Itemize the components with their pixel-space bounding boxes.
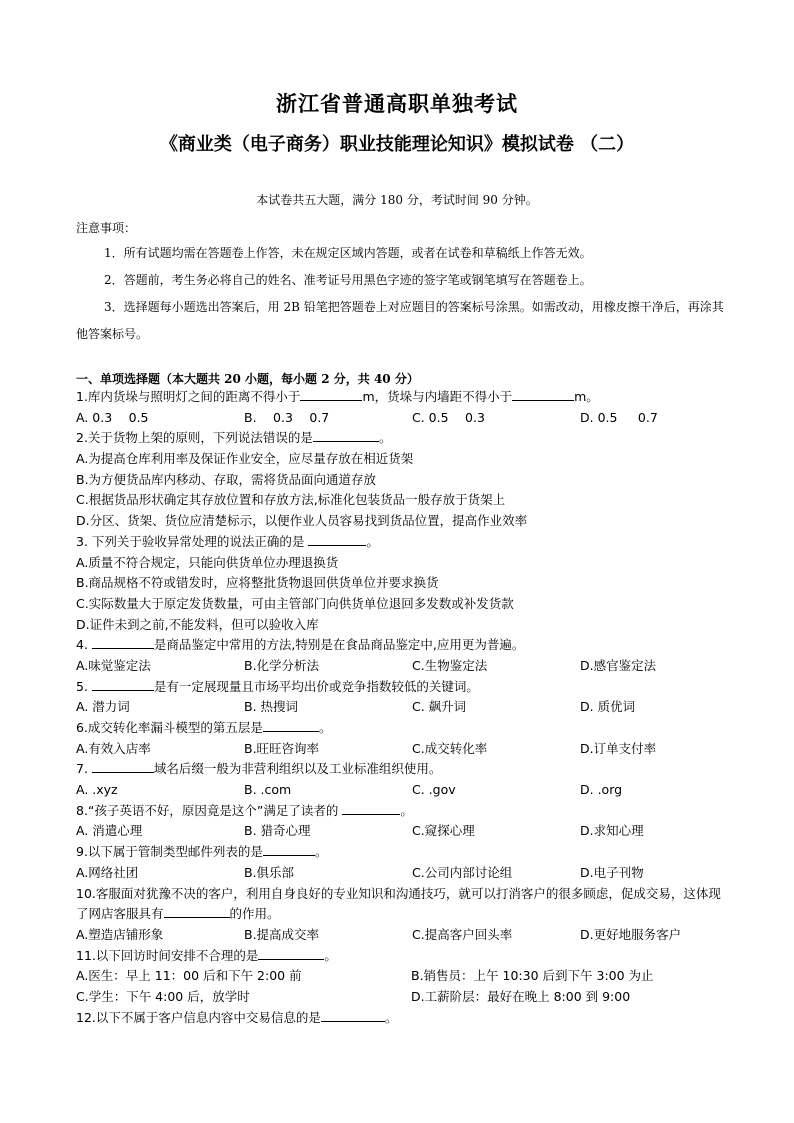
option: D.求知心理 bbox=[580, 823, 644, 839]
option: A. .xyz bbox=[76, 782, 118, 798]
question-stem bbox=[76, 387, 726, 408]
option: C.学生：下午 4:00 后，放学时 bbox=[76, 988, 250, 1004]
answer-blank bbox=[263, 842, 315, 856]
stem-text: 。 bbox=[324, 947, 337, 963]
option-row bbox=[76, 863, 726, 884]
notice-item: 1．所有试题均需在答题卷上作答，未在规定区域内答题，或者在试卷和草稿纸上作答无效。 bbox=[104, 246, 592, 260]
option: D.分区、货架、货位应清楚标示，以便作业人员容易找到货品位置，提高作业效率 bbox=[76, 513, 528, 529]
question-stem bbox=[76, 801, 726, 822]
stem-text: 域名后缀一般为非营利组织以及工业标准组织使用。 bbox=[153, 761, 442, 777]
question-stem bbox=[76, 759, 726, 780]
question-stem bbox=[76, 677, 726, 698]
option: C.根据货品形状确定其存放位置和存放方法,标准化包装货品一般存放于货架上 bbox=[76, 492, 506, 508]
option: D.证件未到之前,不能发料，但可以验收入库 bbox=[76, 616, 319, 632]
option: C.成交转化率 bbox=[412, 740, 488, 756]
answer-blank bbox=[263, 718, 319, 732]
option: A.网络社团 bbox=[76, 864, 139, 880]
stem-text: m。 bbox=[574, 389, 599, 404]
option: B. 猎奇心理 bbox=[244, 823, 311, 839]
stem-text: 12.以下不属于客户信息内容中交易信息的是 bbox=[76, 1009, 321, 1025]
question-stem bbox=[76, 884, 726, 925]
exam-title: 浙江省普通高职单独考试 bbox=[276, 92, 518, 116]
stem-text: 。 bbox=[384, 1009, 398, 1025]
stem-text: 5. bbox=[76, 678, 92, 694]
notice-item: 3．选择题每小题选出答案后，用 2B 铅笔把答题卷上对应题目的答案标号涂黑。如需改动，用橡皮擦干净后，再涂其他答案标号。 bbox=[76, 300, 724, 341]
option-row bbox=[76, 739, 726, 760]
option: C. .gov bbox=[412, 782, 456, 798]
answer-blank bbox=[92, 635, 154, 649]
answer-blank bbox=[308, 532, 366, 546]
question-stem bbox=[76, 635, 726, 656]
option: B.旺旺咨询率 bbox=[244, 740, 320, 756]
answer-blank bbox=[92, 677, 154, 691]
option-row bbox=[76, 697, 726, 718]
exam-subtitle: 《商业类（电子商务）职业技能理论知识》模拟试卷 （二） bbox=[159, 134, 635, 155]
option: B.俱乐部 bbox=[244, 864, 295, 880]
stem-text: m，货垛与内墙距不得小于 bbox=[362, 389, 513, 404]
notice-item: 2．答题前，考生务必将自己的姓名、准考证号用黑色字迹的签字笔或钢笔填写在答题卷上。 bbox=[104, 273, 592, 287]
stem-text: 11.以下回访时间安排不合理的是 bbox=[76, 947, 259, 963]
option: B.为方便货品库内移动、存取，需将货品面向通道存放 bbox=[76, 471, 377, 487]
stem-text: 。 bbox=[378, 430, 392, 446]
option: C.窥探心理 bbox=[412, 823, 475, 839]
option: A. 潜力词 bbox=[76, 699, 130, 715]
question-stem bbox=[76, 1008, 726, 1029]
stem-text: 的作用。 bbox=[229, 906, 280, 922]
option: B.化学分析法 bbox=[244, 657, 320, 673]
answer-blank bbox=[512, 387, 574, 401]
option: B.商品规格不符或错发时，应将整批货物退回供货单位并要求换货 bbox=[76, 575, 439, 591]
option: D. 0.5 0.7 bbox=[580, 409, 658, 425]
option-row bbox=[76, 656, 726, 677]
question-stem bbox=[76, 946, 726, 967]
stem-text: 。 bbox=[366, 533, 379, 549]
option: D.订单支付率 bbox=[580, 740, 657, 756]
option: D.电子刊物 bbox=[580, 864, 644, 880]
stem-text: 4. bbox=[76, 637, 92, 653]
section-heading: 一、单项选择题（本大题共 20 小题，每小题 2 分，共 40 分） bbox=[76, 372, 419, 386]
option: B. .com bbox=[244, 782, 292, 798]
option: A. 0.3 0.5 bbox=[76, 409, 149, 425]
option: A.味觉鉴定法 bbox=[76, 657, 151, 673]
question-stem bbox=[76, 428, 726, 449]
option: D. .org bbox=[580, 782, 623, 798]
option-row bbox=[76, 821, 726, 842]
stem-text: 。 bbox=[314, 844, 328, 860]
stem-text: 10.客服面对犹豫不决的客户，利用自身良好的专业知识和沟通技巧，就可以打消客户的很多顾虑，促成交易，这体现了网店客服具有 bbox=[76, 885, 721, 922]
option-row bbox=[76, 408, 726, 429]
option: B.销售员：上午 10:30 后到下午 3:00 为止 bbox=[411, 968, 654, 984]
option: C. 0.5 0.3 bbox=[412, 409, 485, 425]
stem-text: 6.成交转化率漏斗模型的第五层是 bbox=[76, 720, 263, 735]
question-stem bbox=[76, 842, 726, 863]
option-row bbox=[76, 966, 726, 987]
option: C.提高客户回头率 bbox=[412, 926, 513, 942]
option: B.提高成交率 bbox=[244, 926, 320, 942]
stem-text: 9.以下属于管制类型邮件列表的是 bbox=[76, 844, 263, 860]
stem-text: 。 bbox=[318, 720, 332, 735]
question-list bbox=[76, 387, 726, 1028]
option: C.生物鉴定法 bbox=[412, 657, 488, 673]
option-row bbox=[76, 987, 726, 1008]
answer-blank bbox=[321, 1008, 385, 1022]
stem-text: 8.“孩子英语不好，原因竟是这个”满足了读者的 bbox=[76, 802, 343, 818]
option: A.医生：早上 11：00 后和下午 2:00 前 bbox=[76, 968, 302, 984]
option: A.塑造店铺形象 bbox=[76, 926, 164, 942]
option-row bbox=[76, 780, 726, 801]
stem-text: 3. 下列关于验收异常处理的说法正确的是 bbox=[76, 533, 309, 549]
option: C.实际数量大于原定发货数量，可由主管部门向供货单位退回多发数或补发货款 bbox=[76, 595, 514, 611]
stem-text: 2.关于货物上架的原则，下列说法错误的是 bbox=[76, 430, 313, 446]
option-row bbox=[76, 925, 726, 946]
option: D. 质优词 bbox=[580, 699, 636, 715]
question-stem bbox=[76, 718, 726, 739]
option: D.工薪阶层：最好在晚上 8:00 到 9:00 bbox=[411, 988, 631, 1004]
notice-heading: 注意事项： bbox=[76, 221, 137, 235]
stem-text: 1.库内货垛与照明灯之间的距离不得小于 bbox=[76, 389, 301, 404]
exam-info: 本试卷共五大题，满分 180 分，考试时间 90 分钟。 bbox=[256, 193, 538, 207]
option: C.公司内部讨论组 bbox=[412, 864, 513, 880]
option: A.为提高仓库利用率及保证作业安全，应尽量存放在相近货架 bbox=[76, 451, 414, 467]
stem-text: 是有一定展现量且市场平均出价或竞争指数较低的关键词。 bbox=[153, 678, 479, 694]
stem-text: 。 bbox=[400, 802, 413, 818]
stem-text: 是商品鉴定中常用的方法,特别是在食品商品鉴定中,应用更为普遍。 bbox=[153, 637, 525, 653]
option: B. 热搜词 bbox=[244, 699, 299, 715]
answer-blank bbox=[313, 428, 379, 442]
option: D.更好地服务客户 bbox=[580, 926, 682, 942]
answer-blank bbox=[342, 801, 400, 815]
option: A.有效入店率 bbox=[76, 740, 151, 756]
option: A.质量不符合规定，只能向供货单位办理退换货 bbox=[76, 554, 339, 570]
stem-text: 7. bbox=[76, 761, 92, 777]
answer-blank bbox=[92, 759, 154, 773]
option: B. 0.3 0.7 bbox=[244, 409, 330, 425]
question-stem bbox=[76, 532, 726, 553]
option: C. 飙升词 bbox=[412, 699, 467, 715]
answer-blank bbox=[164, 904, 230, 918]
answer-blank bbox=[300, 387, 362, 401]
option: D.感官鉴定法 bbox=[580, 657, 657, 673]
answer-blank bbox=[258, 946, 324, 960]
option: A. 消遣心理 bbox=[76, 823, 143, 839]
